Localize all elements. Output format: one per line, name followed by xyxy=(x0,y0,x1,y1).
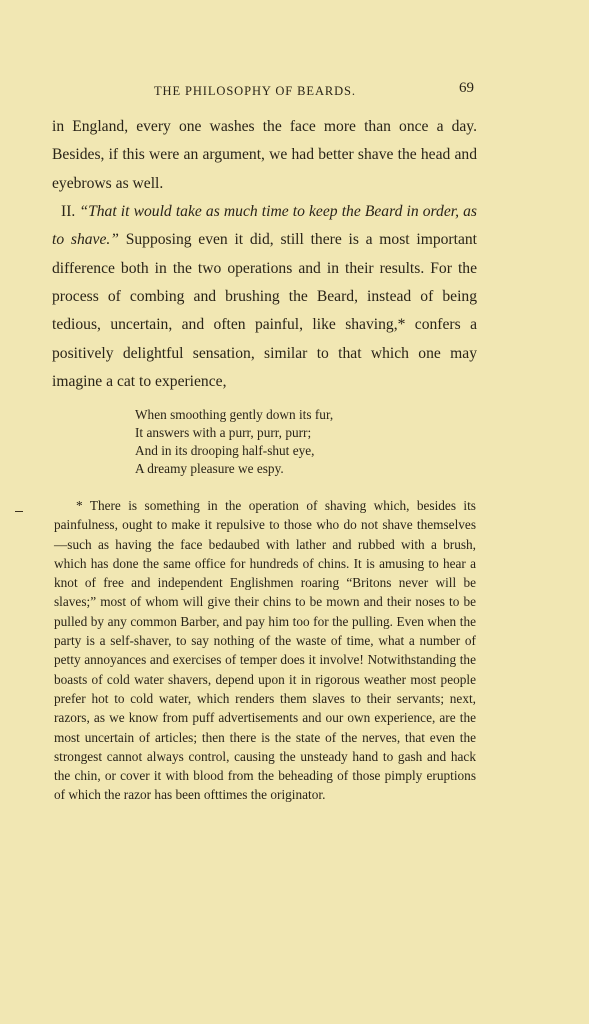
main-text xyxy=(52,113,477,396)
objection-quote: “That it would take as much time to keep the Beard in order, as to shave.” xyxy=(52,203,477,249)
running-title: THE PHILOSOPHY OF BEARDS. xyxy=(154,84,356,98)
paragraph-2 xyxy=(52,198,477,396)
paragraph-2-rest: Supposing even it did, still there is a most important difference both in the two operations and in their results. For the process of combing and brushing the Beard, instead of being tedious, uncertain, and often painful, like shaving,* confers a positively delightful sensation, similar to that which one may imagine a cat to experience, xyxy=(52,231,477,391)
verse-line: A dreamy pleasure we espy. xyxy=(135,461,284,476)
section-numeral: II. xyxy=(61,203,80,221)
paragraph-1: in England, every one washes the face more than once a day. Besides, if this were an argument, we had better shave the head and eyebrows as well. xyxy=(52,118,477,192)
footnote xyxy=(54,496,476,805)
verse-block xyxy=(135,406,333,478)
verse-line: When smoothing gently down its fur, xyxy=(135,407,334,422)
page-number: 69 xyxy=(459,80,474,96)
footnote-text: * There is something in the operation of shaving which, besides its painfulness, ought to make it repulsive to those who do not shave themselves—such as having the face bedaubed with lather and rubbed with a brush, which has done the same office for hundreds of chins. It is amusing to hear a knot of free and independent Englishmen roaring “Britons never will be slaves;” most of whom will give their chins to be mown and their noses to be pulled by any common Barber, and pay him too for the pulling. Even when the party is a self-shaver, to say nothing of the waste of time, what a number of petty annoyances and exercises of temper does it involve! Notwithstanding the boasts of cold water shavers, depend upon it in rigorous weather most people prefer hot to cold water, which renders them slaves to their servants; next, razors, as we know from puff advertisements and our own experience, are the most uncertain of articles; then there is the state of the nerves, that even the strongest cannot always control, causing the unsteady hand to gash and hack the chin, or cover it with blood from the beheading of those pimply eruptions of which the razor has been ofttimes the originator. xyxy=(54,498,476,803)
verse-line: And in its drooping half-shut eye, xyxy=(135,443,315,458)
verse-line: It answers with a purr, purr, purr; xyxy=(135,425,312,440)
margin-mark xyxy=(15,511,23,512)
